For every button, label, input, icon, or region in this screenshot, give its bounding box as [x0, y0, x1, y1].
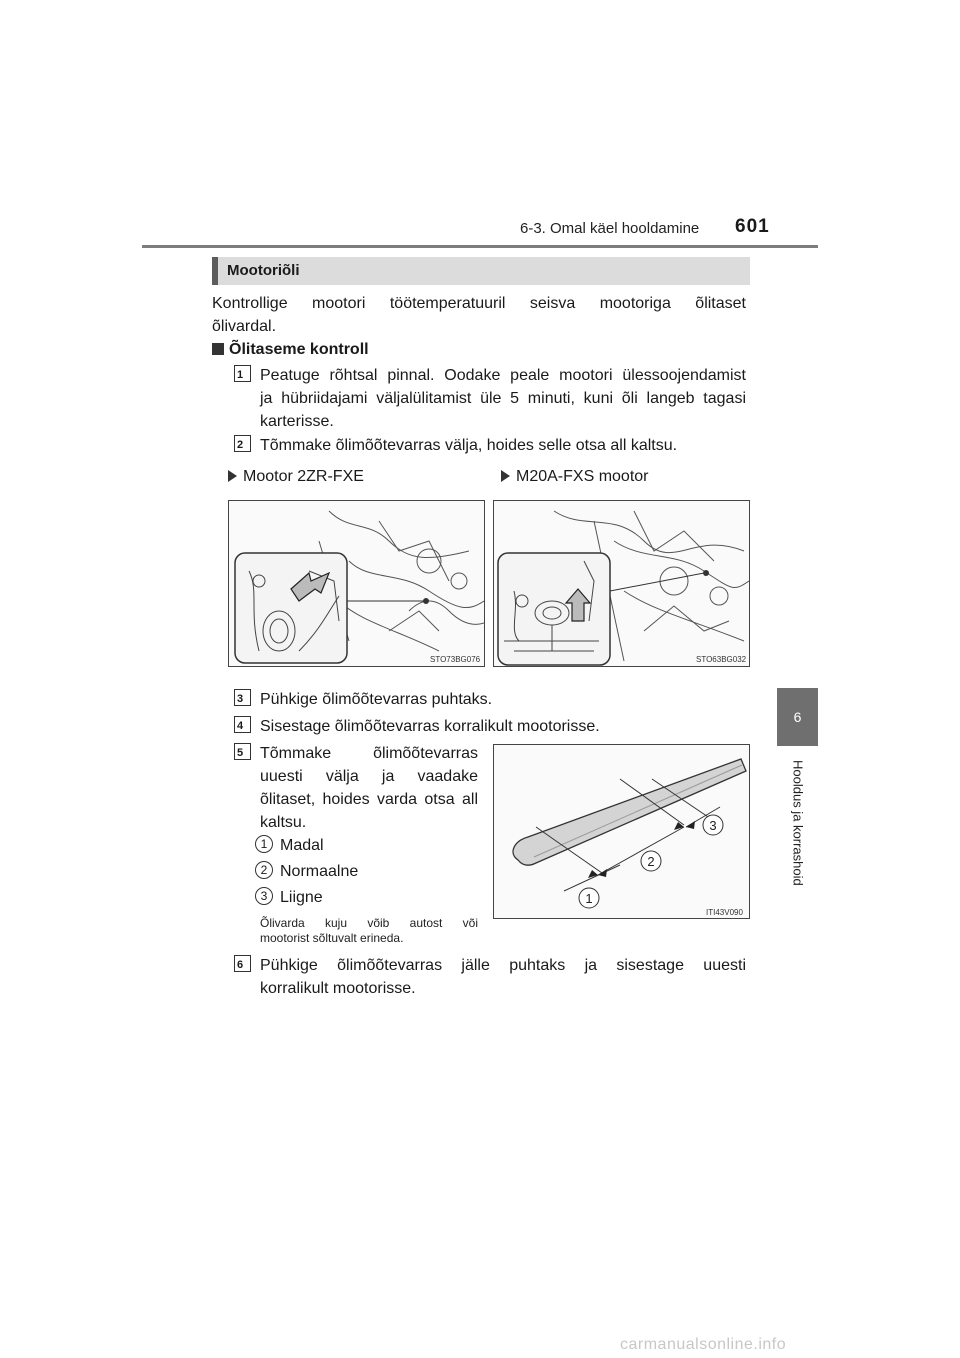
dipstick-callout-2: 2 — [647, 854, 655, 869]
step-4-badge: 4 — [234, 716, 251, 733]
step-3-text: Pühkige õlimõõtevarras puhtaks. — [260, 691, 493, 708]
step-2-badge: 2 — [234, 435, 251, 452]
engine-m20a-figure — [493, 500, 750, 667]
step-1-line-2: ja hübriidajami väljalülitamist üle 5 minuti, kuni õli langeb tagasi — [260, 390, 746, 407]
level-1-marker: 1 — [255, 835, 273, 853]
note-line-1: Õlivarda kuju võib autost või — [260, 916, 478, 930]
chapter-number: 6 — [793, 709, 802, 725]
engine-left-label: Mootor 2ZR-FXE — [243, 468, 364, 485]
note-line-2: mootorist sõltuvalt erineda. — [260, 931, 404, 945]
step-5-line-3: õlitaset, hoides varda otsa all — [260, 791, 478, 808]
engine-2zr-figure — [228, 500, 485, 667]
step-6-line-2: korralikult mootorisse. — [260, 980, 416, 997]
engine-m20a-code: STO63BG032 — [696, 655, 747, 664]
step-2-text: Tõmmake õlimõõtevarras välja, hoides selle otsa all kaltsu. — [260, 437, 678, 454]
section-heading-bar — [212, 257, 750, 285]
chapter-tab[interactable] — [777, 688, 818, 746]
engine-right-label: M20A-FXS mootor — [516, 468, 649, 485]
bullet-triangle-icon — [501, 470, 510, 482]
dipstick-illustration — [494, 745, 750, 919]
bullet-triangle-icon — [228, 470, 237, 482]
chapter-title-vertical — [764, 760, 832, 900]
dipstick-code: ITI43V090 — [706, 908, 743, 917]
dipstick-callout-1: 1 — [585, 891, 593, 906]
intro-line-1: Kontrollige mootori töötemperatuuril seisva mootoriga õlitaset — [212, 295, 746, 312]
subheading-square-icon — [212, 343, 224, 355]
intro-line-2: õlivardal. — [212, 318, 277, 335]
level-2-marker: 2 — [255, 861, 273, 879]
step-1-line-1: Peatuge rõhtsal pinnal. Oodake peale mootori ülessoojendamist — [260, 367, 746, 384]
step-5-line-2: uuesti välja ja vaadake — [260, 768, 478, 785]
header-section-title: 6-3. Omal käel hooldamine — [520, 220, 700, 237]
level-3-marker: 3 — [255, 887, 273, 905]
section-heading-accent — [212, 257, 218, 285]
subheading: Õlitaseme kontroll — [229, 341, 369, 358]
dipstick-callout-3: 3 — [709, 818, 717, 833]
step-6-line-1: Pühkige õlimõõtevarras jälle puhtaks ja sisestage uuesti — [260, 957, 746, 974]
engine-2zr-illustration — [229, 501, 485, 667]
watermark: carmanualsonline.info — [620, 1336, 787, 1353]
header-divider — [142, 245, 818, 248]
engine-2zr-code: STO73BG076 — [430, 655, 481, 664]
step-4-text: Sisestage õlimõõtevarras korralikult mootorisse. — [260, 718, 600, 735]
level-3-label: Liigne — [280, 889, 323, 906]
dipstick-figure — [493, 744, 750, 919]
chapter-title: Hooldus ja korrashoid — [790, 760, 806, 886]
step-5-line-4: kaltsu. — [260, 814, 307, 831]
step-1-badge: 1 — [234, 365, 251, 382]
step-5-line-1: Tõmmake õlimõõtevarras — [260, 745, 478, 762]
page-number: 601 — [735, 216, 770, 237]
section-title: Mootoriõli — [227, 262, 300, 279]
level-1-label: Madal — [280, 837, 324, 854]
step-1-line-3: karterisse. — [260, 413, 334, 430]
step-3-badge: 3 — [234, 689, 251, 706]
step-6-badge: 6 — [234, 955, 251, 972]
engine-m20a-illustration — [494, 501, 750, 667]
level-2-label: Normaalne — [280, 863, 359, 880]
step-5-badge: 5 — [234, 743, 251, 760]
